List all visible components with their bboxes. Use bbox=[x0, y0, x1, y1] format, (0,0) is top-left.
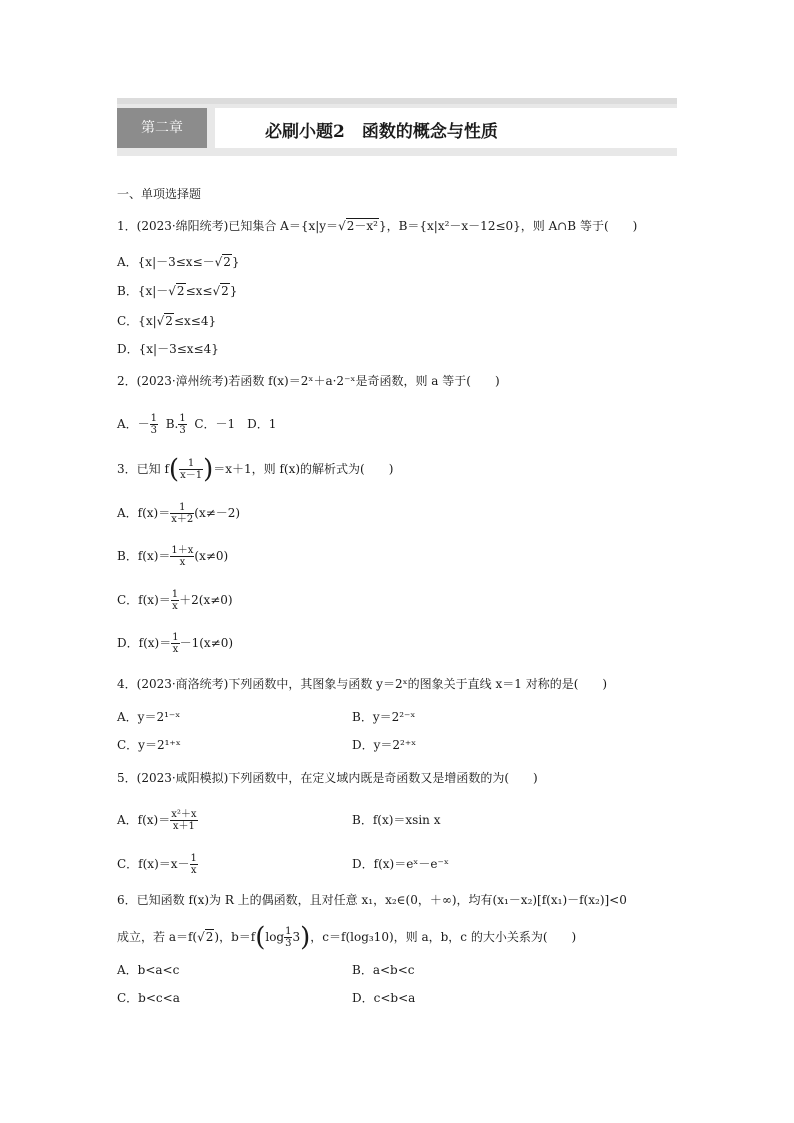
q1-option-a: A．{x|－3≤x≤－√2} bbox=[117, 255, 240, 269]
q1-option-c: C．{x|√2≤x≤4} bbox=[117, 314, 217, 328]
section-heading: 一、单项选择题 bbox=[117, 187, 202, 201]
q4-option-d: D．y＝2²⁺ˣ bbox=[352, 738, 417, 752]
q1-option-b: B．{x|－√2≤x≤√2} bbox=[117, 284, 238, 298]
q3-option-b: B．f(x)＝ $\frac{1+x}{x}$ (x≠0) bbox=[117, 545, 229, 568]
q1-option-d: D．{x|－3≤x≤4} bbox=[117, 342, 219, 356]
q3-frac: $\frac{1}{x-1}$ bbox=[180, 458, 203, 481]
q6-stem-line2: 成立，若 a＝f(√2)，b＝f(log $\frac{1}{3}$ 3)，c＝f(log₃10)，则 a，b，c 的大小关系为( ) bbox=[117, 922, 577, 953]
q6-option-c: C．b<c<a bbox=[117, 991, 180, 1005]
q4-option-b: B．y＝2²⁻ˣ bbox=[352, 710, 416, 724]
q5-stem: 5．(2023·咸阳模拟)下列函数中，在定义域内既是奇函数又是增函数的为( ) bbox=[117, 771, 538, 785]
q2-frac-b: $\frac{1}{3}$ bbox=[179, 413, 186, 436]
q5-option-c: C．f(x)＝x－ $\frac{1}{x}$ bbox=[117, 853, 197, 876]
q4-option-a: A．y＝2¹⁻ˣ bbox=[117, 710, 181, 724]
q2-stem: 2．(2023·漳州统考)若函数 f(x)＝2ˣ＋a·2⁻ˣ是奇函数，则 a 等于( ) bbox=[117, 374, 500, 388]
q6-option-b: B．a<b<c bbox=[352, 963, 415, 977]
q6-option-d: D．c<b<a bbox=[352, 991, 416, 1005]
q4-stem: 4．(2023·商洛统考)下列函数中，其图象与函数 y＝2ˣ的图象关于直线 x＝1 对称的是( ) bbox=[117, 677, 608, 691]
q3-option-d: D．f(x)＝ $\frac{1}{x}$ －1(x≠0) bbox=[117, 632, 234, 655]
q3-option-c: C．f(x)＝ $\frac{1}{x}$ ＋2(x≠0) bbox=[117, 589, 233, 612]
q4-option-c: C．y＝2¹⁺ˣ bbox=[117, 738, 181, 752]
q6-option-a: A．b<a<c bbox=[117, 963, 180, 977]
q5-option-d: D．f(x)＝eˣ－e⁻ˣ bbox=[352, 857, 449, 871]
q5-option-b: B．f(x)＝xsin x bbox=[352, 813, 441, 827]
q2-options: A．－ $\frac{1}{3}$ B. $\frac{1}{3}$ C．－1 D．1 bbox=[117, 413, 277, 436]
chapter-tab: 第二章 bbox=[117, 108, 207, 148]
q1-stem: 1．(2023·绵阳统考)已知集合 A＝{x|y＝√2－x²}，B＝{x|x²－x－12≤0}，则 A∩B 等于( ) bbox=[117, 219, 638, 233]
page-title: 必刷小题2 函数的概念与性质 bbox=[265, 122, 498, 142]
q5-option-a: A．f(x)＝ $\frac{\text{x²＋x}}{x+1}$ bbox=[117, 809, 197, 832]
q3-option-a: A．f(x)＝ $\frac{1}{x+2}$ (x≠－2) bbox=[117, 502, 241, 525]
q2-frac-a: $\frac{1}{3}$ bbox=[150, 413, 158, 436]
q6-stem: 6．已知函数 f(x)为 R 上的偶函数，且对任意 x₁，x₂∈(0，＋∞)，均有(x₁－x₂)[f(x₁)－f(x₂)]<0 bbox=[117, 893, 627, 907]
q3-stem: 3．已知 f( $\frac{1}{x-1}$ )＝x＋1，则 f(x)的解析式为( ) bbox=[117, 454, 394, 485]
